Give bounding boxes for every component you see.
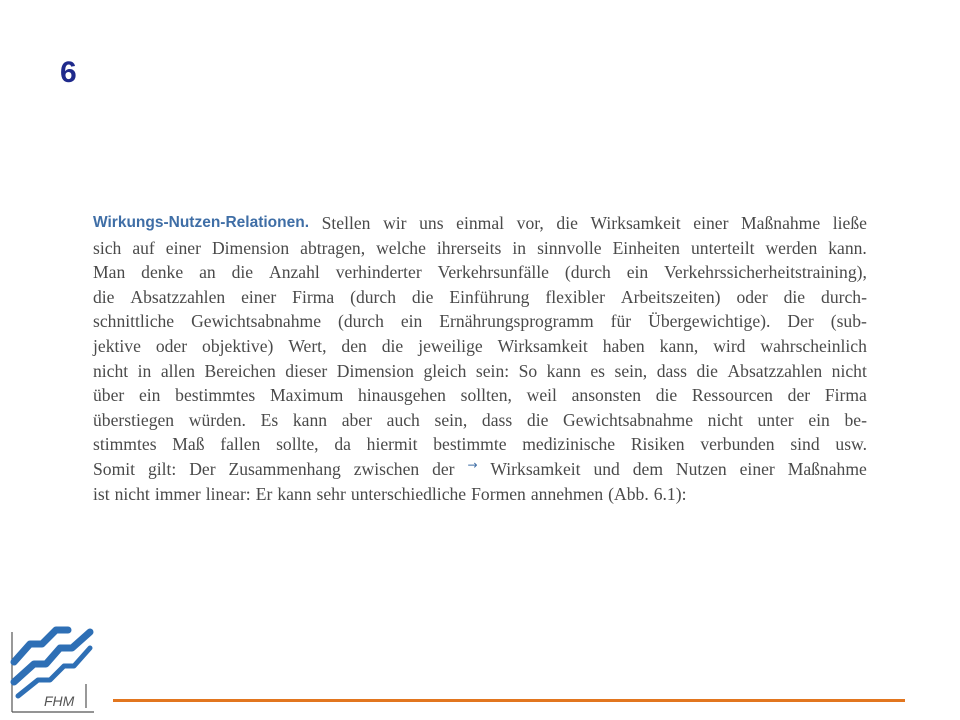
text-line: [93, 236, 867, 261]
word: jeweilige: [418, 335, 483, 356]
word: Wert,: [288, 335, 327, 356]
word: und: [593, 458, 620, 479]
word: nicht: [831, 360, 867, 381]
word: überstiegen: [93, 409, 175, 430]
word: abtragen,: [300, 237, 366, 258]
word: sollte,: [276, 434, 319, 455]
word: Verkehrssicherheitstraining),: [664, 262, 867, 283]
word: fallen: [220, 434, 261, 455]
text-line: [93, 260, 867, 285]
word: Dimension: [336, 360, 414, 381]
word: Dimension: [211, 237, 290, 258]
word: die: [556, 213, 578, 233]
word: sehr: [316, 483, 346, 504]
word: die: [93, 286, 115, 307]
word: die: [783, 286, 806, 307]
word: kann.: [828, 237, 867, 258]
word: über: [93, 385, 125, 406]
word: jektive: [93, 335, 141, 356]
word: ein: [400, 311, 423, 332]
word: Einführung: [449, 286, 530, 307]
word: durch-: [821, 286, 867, 307]
word: die: [696, 360, 718, 381]
word: zwischen: [353, 458, 420, 479]
word: ließe: [832, 213, 867, 233]
word: die: [381, 335, 404, 356]
word: unter: [757, 409, 794, 430]
word: einer: [165, 237, 201, 258]
word: gleich: [423, 360, 467, 381]
word: oder: [736, 286, 768, 307]
word: nicht: [93, 360, 129, 381]
word: Er: [255, 483, 273, 504]
word: sinnvolle: [537, 237, 602, 258]
word: be-: [844, 409, 867, 430]
word: uns: [419, 213, 444, 233]
word: Maß: [172, 434, 205, 455]
word: unterschiedliche: [350, 483, 467, 504]
word: (sub-: [830, 311, 867, 332]
word: kann: [546, 360, 581, 381]
word: weil: [526, 385, 557, 406]
word: Anzahl: [269, 262, 320, 283]
word: werden: [765, 237, 818, 258]
word: die: [411, 286, 434, 307]
word: in: [512, 237, 527, 258]
word: sein:: [475, 360, 510, 381]
word: der: [787, 385, 811, 406]
word: in: [137, 360, 152, 381]
word: würden.: [188, 409, 246, 430]
word: Übergewichtige).: [648, 311, 771, 332]
word: für: [610, 311, 632, 332]
word: stimmtes: [93, 434, 157, 455]
word: Arbeitszeiten): [620, 286, 721, 307]
word: flexibler: [545, 286, 605, 307]
word: ein: [626, 262, 649, 283]
text-line-with-reference: [93, 457, 867, 482]
word: Verkehrsunfälle: [437, 262, 549, 283]
article-text: [93, 211, 867, 506]
word: Somit: [93, 458, 136, 479]
text-line: [93, 359, 867, 384]
word: (durch: [564, 262, 611, 283]
word: es: [590, 360, 605, 381]
word: die: [655, 385, 678, 406]
word: Maximum: [269, 385, 344, 406]
word: sein,: [614, 360, 648, 381]
word: Wirksamkeit: [490, 458, 581, 479]
footer-line: [113, 699, 905, 702]
word: da: [334, 434, 351, 455]
word: Einheiten: [612, 237, 680, 258]
word: wir: [383, 213, 407, 233]
word: Stellen: [321, 213, 371, 233]
word: hiermit: [366, 434, 418, 455]
word: ein: [808, 409, 830, 430]
word: Absatzzahlen: [130, 286, 226, 307]
text-line: [93, 211, 867, 236]
word: nicht: [114, 483, 150, 504]
word: einmal: [456, 213, 505, 233]
text-line: [93, 383, 867, 408]
word: ein: [138, 385, 161, 406]
word: an: [199, 262, 216, 283]
word: wird: [713, 335, 746, 356]
word: hinausgehen: [357, 385, 446, 406]
word: dieser: [285, 360, 328, 381]
word: nicht: [707, 409, 743, 430]
word: einer: [739, 458, 775, 479]
word: bestimmte: [433, 434, 507, 455]
word: unterteilt: [690, 237, 755, 258]
word: Gewichtsabnahme: [563, 409, 693, 430]
word: ist: [93, 483, 110, 504]
word: Maßnahme: [787, 458, 867, 479]
word: allen: [160, 360, 196, 381]
word: einer: [693, 213, 729, 233]
word: kann: [292, 409, 328, 430]
word: Der: [189, 458, 216, 479]
word: So: [518, 360, 538, 381]
word: linear:: [205, 483, 251, 504]
word: Man: [93, 262, 126, 283]
word: objektive): [202, 335, 274, 356]
word: sollten,: [460, 385, 512, 406]
word: Firma: [824, 385, 867, 406]
word: Es: [260, 409, 279, 430]
word: Absatzzahlen: [727, 360, 823, 381]
word: auf: [132, 237, 155, 258]
word: Ernährungsprogramm: [439, 311, 594, 332]
text-line: [93, 285, 867, 310]
word: denke: [141, 262, 184, 283]
word: Formen: [471, 483, 526, 504]
word: die: [231, 262, 254, 283]
word: wahrscheinlich: [760, 335, 867, 356]
word: welche: [376, 237, 426, 258]
text-line: [93, 309, 867, 334]
word: kann: [277, 483, 312, 504]
word: Firma: [292, 286, 335, 307]
word: dem: [632, 458, 664, 479]
slide-number: 6: [60, 56, 77, 89]
word: Zusammenhang: [228, 458, 341, 479]
word: schnittliche: [93, 311, 175, 332]
text-line: [93, 408, 867, 433]
word: sich: [93, 237, 122, 258]
word: Bereichen: [204, 360, 276, 381]
word: Wirksamkeit: [590, 213, 681, 233]
word: auch: [386, 409, 420, 430]
word: annehmen: [530, 483, 604, 504]
word: 6.1):: [653, 483, 687, 504]
article-heading: Wirkungs-Nutzen-Relationen.: [93, 214, 310, 231]
word: verhinderter: [335, 262, 422, 283]
text-line: [93, 334, 867, 359]
word: oder: [155, 335, 188, 356]
word: Maßnahme: [741, 213, 821, 233]
word: einer: [241, 286, 277, 307]
reference-arrow-icon: →: [467, 457, 478, 472]
word: verbunden: [700, 434, 775, 455]
word: Gewichtsabnahme: [191, 311, 322, 332]
word: Ressourcen: [691, 385, 773, 406]
word: (durch: [350, 286, 397, 307]
word: Risiken: [630, 434, 685, 455]
word: bestimmtes: [175, 385, 256, 406]
word: Nutzen: [675, 458, 727, 479]
word: der: [432, 458, 455, 479]
word: vor,: [516, 213, 544, 233]
text-line: [93, 432, 867, 457]
word: medizinische: [522, 434, 616, 455]
logo-text: FHM: [44, 693, 75, 709]
word: sein,: [434, 409, 468, 430]
word: ansonsten: [571, 385, 641, 406]
word: ihrerseits: [436, 237, 502, 258]
word: dass: [481, 409, 513, 430]
word: haben: [602, 335, 645, 356]
word: (durch: [337, 311, 384, 332]
word: immer: [154, 483, 201, 504]
word: usw.: [835, 434, 867, 455]
word: die: [526, 409, 549, 430]
word: (Abb.: [608, 483, 649, 504]
word: den: [341, 335, 367, 356]
word: aber: [341, 409, 372, 430]
word: dass: [656, 360, 687, 381]
word: gilt:: [147, 458, 177, 479]
word: sind: [790, 434, 820, 455]
word: Der: [787, 311, 814, 332]
word: Wirksamkeit: [497, 335, 588, 356]
word: kann,: [659, 335, 699, 356]
text-line: [93, 482, 867, 507]
fhm-logo: [8, 624, 96, 714]
